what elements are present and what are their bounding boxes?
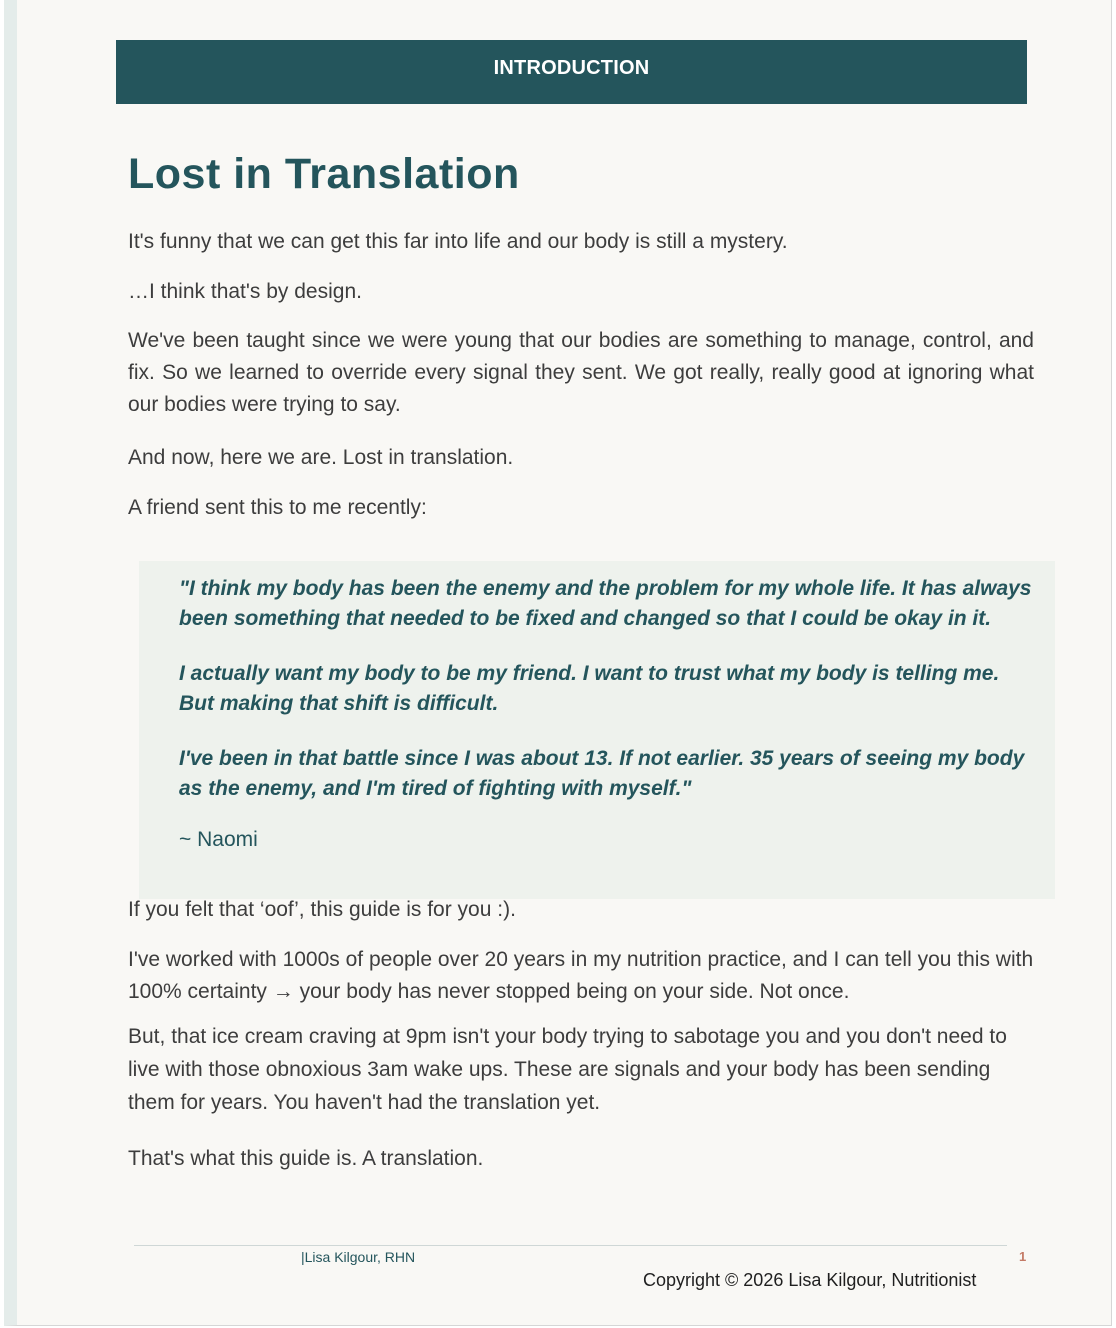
document-page xyxy=(4,0,1112,1326)
quote-paragraph-1: "I think my body has been the enemy and the problem for my whole life. It has always been something that needed to be fixed and changed so that I could be okay in it. xyxy=(179,577,1032,630)
paragraph-5: A friend sent this to me recently: xyxy=(128,496,427,519)
paragraph-3: We've been taught since we were young that our bodies are something to manage, control, and fix. So we learned to override every signal they sent. We got really, really good at ignoring what our bodies were trying to say. xyxy=(128,329,1034,416)
quote-paragraph-2: I actually want my body to be my friend. I want to trust what my body is telling me. But making that shift is difficult. xyxy=(179,662,1000,715)
section-banner: INTRODUCTION xyxy=(116,40,1027,104)
paragraph-4: And now, here we are. Lost in translation. xyxy=(128,446,514,469)
page-title: Lost in Translation xyxy=(128,150,520,198)
paragraph-1: It's funny that we can get this far into life and our body is still a mystery. xyxy=(128,230,788,253)
quote-attribution: ~ Naomi xyxy=(179,828,258,851)
paragraph-9: That's what this guide is. A translation. xyxy=(128,1147,484,1170)
paragraph-2: …I think that's by design. xyxy=(128,280,362,303)
quote-paragraph-3: I've been in that battle since I was about 13. If not earlier. 35 years of seeing my body as the enemy, and I'm tired of fighting with myself." xyxy=(179,747,1025,800)
page-number: 1 xyxy=(1019,1249,1027,1264)
testimonial-quote xyxy=(139,561,1055,899)
paragraph-8: But, that ice cream craving at 9pm isn't your body trying to sabotage you and you don't need to live with those obnoxious 3am wake ups. These are signals and your body has been sending them for years. You haven't had the translation yet. xyxy=(128,1025,1007,1114)
footer-divider xyxy=(134,1245,1007,1246)
footer-author: |Lisa Kilgour, RHN xyxy=(301,1249,416,1265)
copyright-notice: Copyright © 2026 Lisa Kilgour, Nutritionist xyxy=(643,1270,977,1290)
paragraph-6: If you felt that ‘oof’, this guide is for you :). xyxy=(128,898,516,921)
paragraph-7: I've worked with 1000s of people over 20 years in my nutrition practice, and I can tell you this with 100% certainty → your body has never stopped being on your side. Not once. xyxy=(128,948,1034,1003)
